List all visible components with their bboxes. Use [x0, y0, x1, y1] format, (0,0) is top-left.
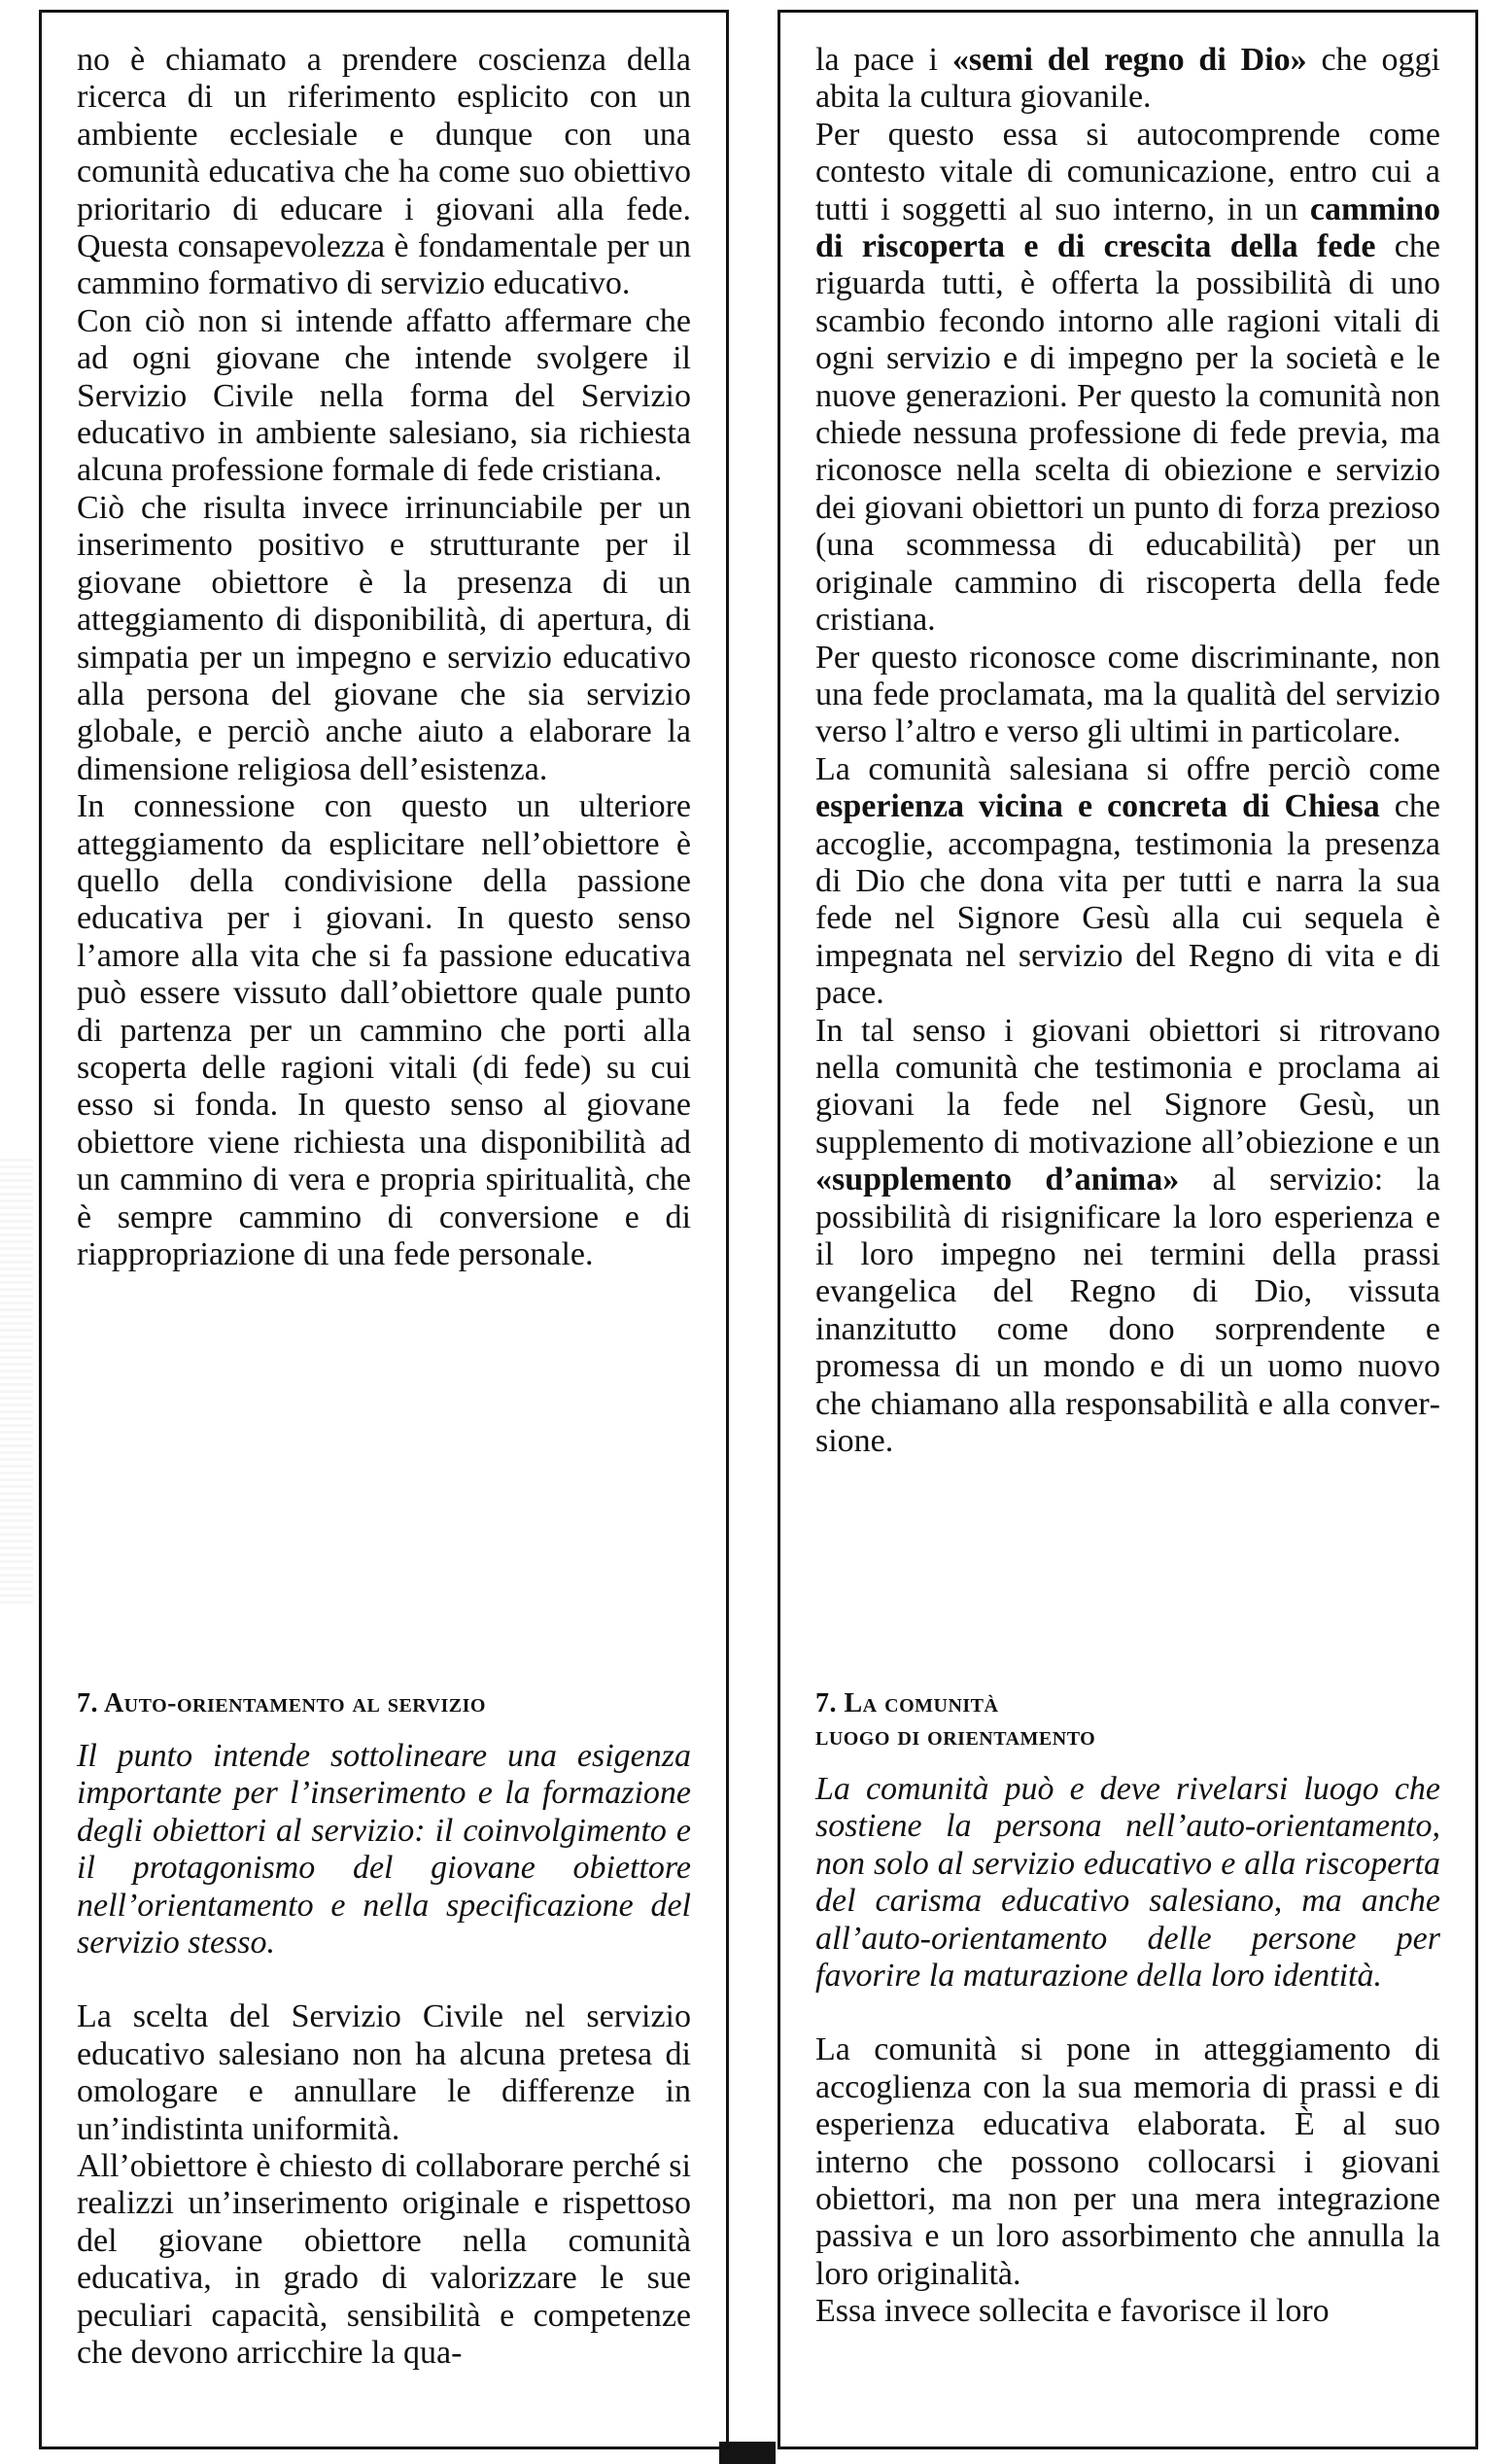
emphasis: «supplemento d’anima»: [815, 1162, 1180, 1198]
scan-speckle: [0, 1157, 33, 1604]
paragraph: La comunità si pone in atteggiamento di accoglienza con la sua memoria di prassi e di esperienza educativa elaborata. È al suo interno che possono collocarsi i giovani obiettori, ma non per una mera integrazione passiva e un loro assorbimento che annulla la loro originalità.: [815, 2031, 1440, 2292]
paragraph: In tal senso i giovani obiettori si ritrovano nella comunità che testimonia e proclama ai giovani la fede nel Signore Gesù, un supplemento di motivazione all’obiezione e un «supplemento d’anima» al servizio: la possibilità di risignificare la loro esperienza e il loro impegno nei termini della prassi evangelica del Regno di Dio, vissuta inanzitutto come dono sorprendente e promessa di un mondo e di un uomo nuovo che chiamano alla responsabilità e alla conversione.: [815, 1012, 1440, 1460]
paragraph: La scelta del Servizio Civile nel servizio educativo salesiano non ha alcuna pretesa di omologare e annullare le differenze in un’indistinta uniformità.: [77, 1998, 691, 2147]
left-column: [77, 42, 691, 2425]
emphasis: cammino di riscoperta e di crescita della fede: [815, 191, 1440, 265]
right-section: [815, 1687, 1440, 2425]
paragraph: no è chiamato a prendere coscienza della ricerca di un riferimento esplicito con un ambiente ecclesiale e dunque con una comunità educativa che ha come suo obiettivo prioritario di educare i giovani alla fede. Questa consapevolezza è fondamentale per un cammino formativo di servizio educativo.: [77, 42, 691, 302]
left-column-frame: [39, 10, 729, 2449]
right-column: [815, 42, 1440, 2425]
section-heading: 7. Auto-orientamento al servizio: [77, 1688, 486, 1718]
paragraph: Essa invece sollecita e favorisce il loro: [815, 2293, 1330, 2330]
page-marker: [719, 2442, 776, 2464]
emphasis: esperienza vicina e concreta di Chiesa: [815, 788, 1380, 825]
paragraph: All’obiettore è chiesto di collaborare perché si realizzi un’inserimento originale e rispettoso del giovane obiettore nella comunità educativa, in grado di valorizzare le sue peculiari capacità, sensibilità e competenze che devono arricchire la qua-: [77, 2148, 691, 2372]
paragraph: la pace i «semi del regno di Dio» che oggi abita la cultura giovanile.: [815, 42, 1440, 116]
section-heading: 7. La comunità luogo di orientamento: [815, 1688, 1096, 1752]
paragraph: La comunità salesiana si offre perciò come esperienza vicina e concreta di Chiesa che accoglie, accompagna, testimonia la presenza di Dio che dona vita per tutti e narra la sua fede nel Signore Gesù alla cui sequela è impegnata nel servizio del Regno di vita e di pace.: [815, 750, 1440, 1012]
paragraph: Per questo essa si autocomprende come contesto vitale di comunicazione, entro cui a tutti i soggetti al suo interno, in un cammino di riscoperta e di crescita della fede che riguarda tutti, è offerta la possibilità di uno scambio fecondo intorno alle ragioni vitali di ogni servizio e di impegno per la società e le nuove generazioni. Per questo la comunità non chiede nessuna professione di fede previa, ma riconosce nella scelta di obiezione e servizio dei giovani obiettori un punto di forza prezioso (una scommessa di educabilità) per un originale cammino di riscoperta della fede cristiana.: [815, 116, 1440, 639]
left-section: [77, 1687, 691, 2425]
emphasis: «semi del regno di Dio»: [951, 42, 1307, 78]
section-intro: La comunità può e deve rivelarsi luogo che sostiene la persona nell’auto-orientamento, non solo al servizio educativo e alla riscoperta del carisma educativo salesiano, ma anche all’auto-orientamento delle persone per favorire la maturazione della loro identità.: [815, 1771, 1440, 1995]
paragraph: In connessione con questo un ulteriore atteggiamento da esplicitare nell’obiettore è quello della condivisione della passione educativa per i giovani. In questo senso l’amore alla vita che si fa passione educativa può essere vissuto dall’obiettore quale punto di partenza per un cammino che porti alla scoperta delle ragioni vitali (di fede) su cui esso si fonda. In questo senso al giovane obiettore viene richiesta una disponibilità ad un cammino di vera e propria spiritualità, che è sempre cammino di conversione e di riappropriazione di una fede personale.: [77, 788, 691, 1272]
paragraph: Con ciò non si intende affatto affermare che ad ogni giovane che intende svolgere il Servizio Civile nella forma del Servizio educativo in ambiente salesiano, sia richiesta alcuna professione formale di fede cristiana.: [77, 302, 691, 489]
section-intro: Il punto intende sottolineare una esigenza importante per l’inserimento e la formazione degli obiettori al servizio: il coinvolgimento e il protagonismo del giovane obiettore nell’orientamento e nella specificazione del servizio stesso.: [77, 1738, 691, 1961]
paragraph: Per questo riconosce come discriminante, non una fede proclamata, ma la qualità del servizio verso l’altro e verso gli ultimi in particolare.: [815, 639, 1440, 750]
paragraph: Ciò che risulta invece irrinunciabile per un inserimento positivo e strutturante per il giovane obiettore è la presenza di un atteggiamento di disponibilità, di apertura, di simpatia per un impegno e servizio educativo alla persona del giovane che sia servizio globale, e perciò anche aiuto a elaborare la dimensione religiosa dell’esistenza.: [77, 489, 691, 787]
right-column-frame: [778, 10, 1478, 2449]
